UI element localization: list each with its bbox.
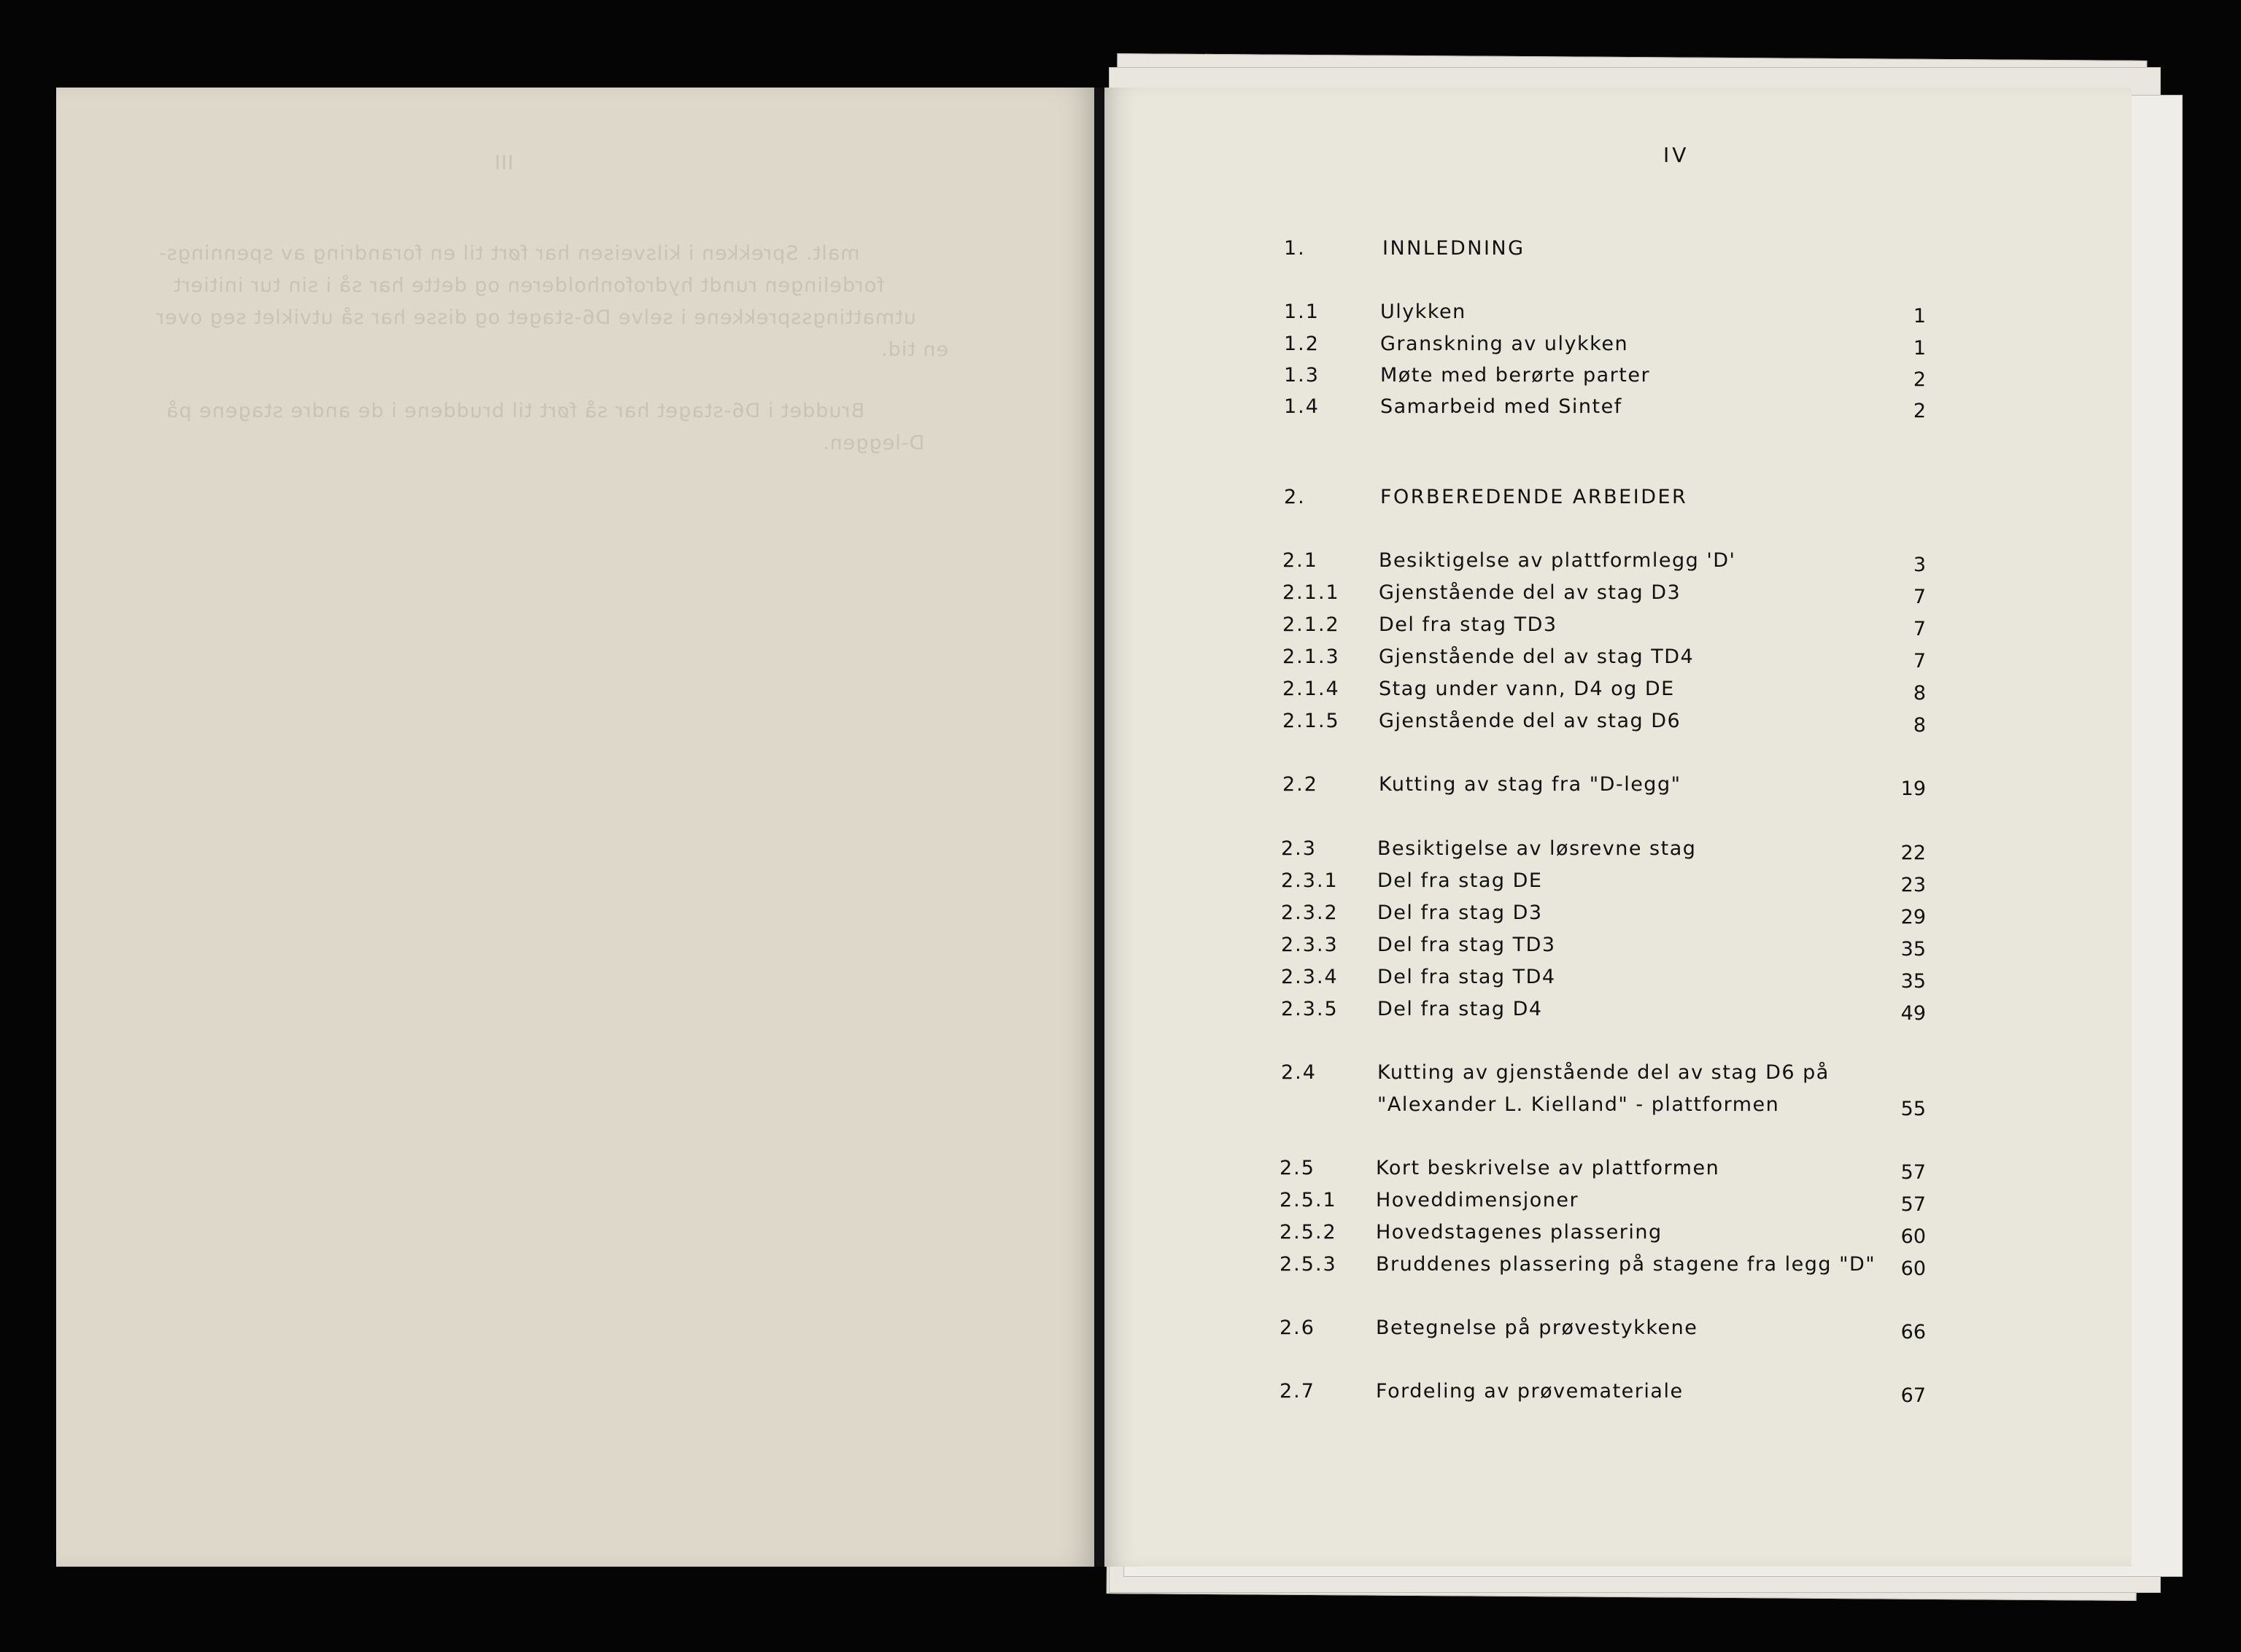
toc-entry xyxy=(0,966,2241,995)
toc-entry-number: 2.2 xyxy=(1282,773,1318,796)
toc-entry xyxy=(0,645,2241,675)
toc-entry xyxy=(0,1253,2241,1282)
toc-entry xyxy=(0,1157,2241,1186)
toc-entry-page: 2 xyxy=(1913,368,1926,391)
toc-entry-title: Stag under vann, D4 og DE xyxy=(1379,678,1675,700)
toc-entry-number: 2.4 xyxy=(1281,1061,1317,1084)
toc-entry-number: 2.1.4 xyxy=(1282,678,1340,700)
toc-entry xyxy=(0,678,2241,707)
toc-entry-title: "Alexander L. Kielland" - plattformen xyxy=(1377,1093,1780,1116)
toc-entry-title: Del fra stag D3 xyxy=(1377,901,1543,924)
toc-entry-page: 57 xyxy=(1900,1161,1926,1184)
toc-entry xyxy=(0,1380,2241,1409)
toc-entry-number: 2.6 xyxy=(1280,1316,1315,1339)
toc-entry-number: 2.3.5 xyxy=(1281,998,1339,1020)
toc-entry-title: Del fra stag DE xyxy=(1377,869,1543,892)
toc-entry-title: Del fra stag D4 xyxy=(1377,998,1543,1020)
bleed-through-text: utmattingssprekkene i selve D6-staget og disse har så utviklet seg over xyxy=(155,306,916,329)
toc-entry-page: 66 xyxy=(1900,1321,1926,1343)
bleed-through-text: III xyxy=(494,152,514,174)
toc-entry-page: 7 xyxy=(1913,650,1926,672)
toc-entry xyxy=(0,486,2241,515)
toc-entry-title: FORBEREDENDE ARBEIDER xyxy=(1380,486,1688,508)
toc-entry-number: 1.1 xyxy=(1284,300,1320,323)
toc-entry xyxy=(0,395,2241,424)
toc-entry-title: Del fra stag TD3 xyxy=(1379,613,1557,636)
toc-entry-number: 2. xyxy=(1284,486,1306,508)
toc-entry-number: 2.1.5 xyxy=(1282,710,1340,732)
toc-entry-title: Besiktigelse av plattformlegg 'D' xyxy=(1379,549,1736,572)
toc-entry xyxy=(0,901,2241,931)
toc-entry-number: 2.1.2 xyxy=(1282,613,1340,636)
toc-entry-page: 8 xyxy=(1913,714,1926,737)
toc-entry-title: Granskning av ulykken xyxy=(1380,333,1629,355)
toc-entry-number: 2.3.3 xyxy=(1281,934,1339,956)
toc-entry-number: 1.2 xyxy=(1284,333,1320,355)
toc-entry-number: 2.1 xyxy=(1282,549,1318,572)
toc-entry-number: 2.3.1 xyxy=(1281,869,1339,892)
toc-entry-title: Møte med berørte parter xyxy=(1380,364,1651,387)
bleed-through-text: malt. Sprekken i kilsveisen har ført til en forandring av spennings- xyxy=(158,242,860,265)
toc-entry-number: 2.3.4 xyxy=(1281,966,1339,988)
toc-entry-page: 8 xyxy=(1913,682,1926,705)
toc-entry xyxy=(0,710,2241,739)
toc-entry-page: 35 xyxy=(1900,970,1926,993)
toc-entry xyxy=(0,1093,2241,1122)
bleed-through-text: D-leggen. xyxy=(822,432,925,454)
toc-entry-page: 3 xyxy=(1913,554,1926,576)
toc-entry xyxy=(0,364,2241,393)
toc-entry-number: 2.5 xyxy=(1280,1157,1315,1179)
toc-entry-page: 55 xyxy=(1900,1098,1926,1120)
toc-entry xyxy=(0,869,2241,899)
toc-entry-number: 1. xyxy=(1284,237,1306,260)
toc-entry xyxy=(0,1221,2241,1250)
toc-entry-title: Del fra stag TD3 xyxy=(1377,934,1556,956)
toc-entry xyxy=(0,934,2241,963)
toc-entry-title: Hoveddimensjoner xyxy=(1376,1189,1579,1211)
toc-entry-number: 2.3.2 xyxy=(1281,901,1339,924)
toc-entry xyxy=(0,549,2241,578)
toc-entry-title: Fordeling av prøvemateriale xyxy=(1376,1380,1684,1403)
toc-entry-page: 35 xyxy=(1900,938,1926,961)
toc-entry-page: 60 xyxy=(1900,1225,1926,1248)
toc-entry-page: 7 xyxy=(1913,586,1926,608)
toc-entry-page: 23 xyxy=(1900,874,1926,896)
bleed-through-text: fordelingen rundt hydrofonholderen og dette har så i sin tur initiert xyxy=(173,274,884,297)
toc-entry-number: 2.5.3 xyxy=(1280,1253,1337,1276)
toc-entry-page: 2 xyxy=(1913,400,1926,422)
toc-entry-page: 49 xyxy=(1900,1002,1926,1025)
toc-entry xyxy=(0,1061,2241,1090)
toc-entry-title: Kort beskrivelse av plattformen xyxy=(1376,1157,1720,1179)
toc-entry-title: Betegnelse på prøvestykkene xyxy=(1376,1316,1698,1339)
toc-entry-title: Bruddenes plassering på stagene fra legg "D" xyxy=(1376,1253,1876,1276)
toc-entry-title: Kutting av gjenstående del av stag D6 på xyxy=(1377,1061,1830,1084)
toc-entry-number: 2.1.3 xyxy=(1282,645,1340,668)
bleed-through-text: Bruddet i D6-staget har så ført til bruddene i de andre stagene på xyxy=(166,400,865,422)
toc-entry-page: 1 xyxy=(1913,337,1926,360)
toc-entry-number: 2.1.1 xyxy=(1282,581,1340,604)
toc-entry xyxy=(0,333,2241,362)
toc-entry xyxy=(0,1316,2241,1346)
toc-entry-page: 67 xyxy=(1900,1384,1926,1407)
toc-entry xyxy=(0,773,2241,802)
toc-entry-page: 19 xyxy=(1900,777,1926,800)
toc-entry xyxy=(0,1189,2241,1218)
toc-entry xyxy=(0,998,2241,1027)
bleed-through-text: en tid. xyxy=(880,338,949,361)
toc-entry xyxy=(0,837,2241,866)
toc-entry-number: 2.3 xyxy=(1281,837,1317,860)
toc-entry-title: Besiktigelse av løsrevne stag xyxy=(1377,837,1697,860)
toc-entry-title: Samarbeid med Sintef xyxy=(1380,395,1622,418)
toc-entry-title: Del fra stag TD4 xyxy=(1377,966,1556,988)
toc-entry-title: Gjenstående del av stag TD4 xyxy=(1379,645,1695,668)
toc-entry-title: INNLEDNING xyxy=(1382,237,1525,260)
toc-entry-page: 57 xyxy=(1900,1193,1926,1216)
toc-entry-number: 2.5.1 xyxy=(1280,1189,1337,1211)
toc-entry-page: 60 xyxy=(1900,1257,1926,1280)
toc-entry-number: 1.4 xyxy=(1284,395,1320,418)
toc-entry-page: 7 xyxy=(1913,618,1926,640)
toc-entry-title: Gjenstående del av stag D6 xyxy=(1379,710,1681,732)
toc-entry xyxy=(0,237,2241,266)
toc-entry-page: 1 xyxy=(1913,305,1926,327)
toc-entry-title: Gjenstående del av stag D3 xyxy=(1379,581,1681,604)
page-number: IV xyxy=(1663,143,1690,167)
toc-entry-title: Kutting av stag fra "D-legg" xyxy=(1379,773,1681,796)
toc-entry-page: 29 xyxy=(1900,906,1926,928)
toc-entry xyxy=(0,300,2241,330)
toc-entry xyxy=(0,613,2241,643)
toc-entry-number: 2.5.2 xyxy=(1280,1221,1337,1244)
toc-entry-page: 22 xyxy=(1900,842,1926,864)
toc-entry-title: Hovedstagenes plassering xyxy=(1376,1221,1663,1244)
toc-entry-number: 2.7 xyxy=(1280,1380,1315,1403)
toc-entry xyxy=(0,581,2241,610)
toc-entry-number: 1.3 xyxy=(1284,364,1320,387)
toc-entry-title: Ulykken xyxy=(1380,300,1466,323)
